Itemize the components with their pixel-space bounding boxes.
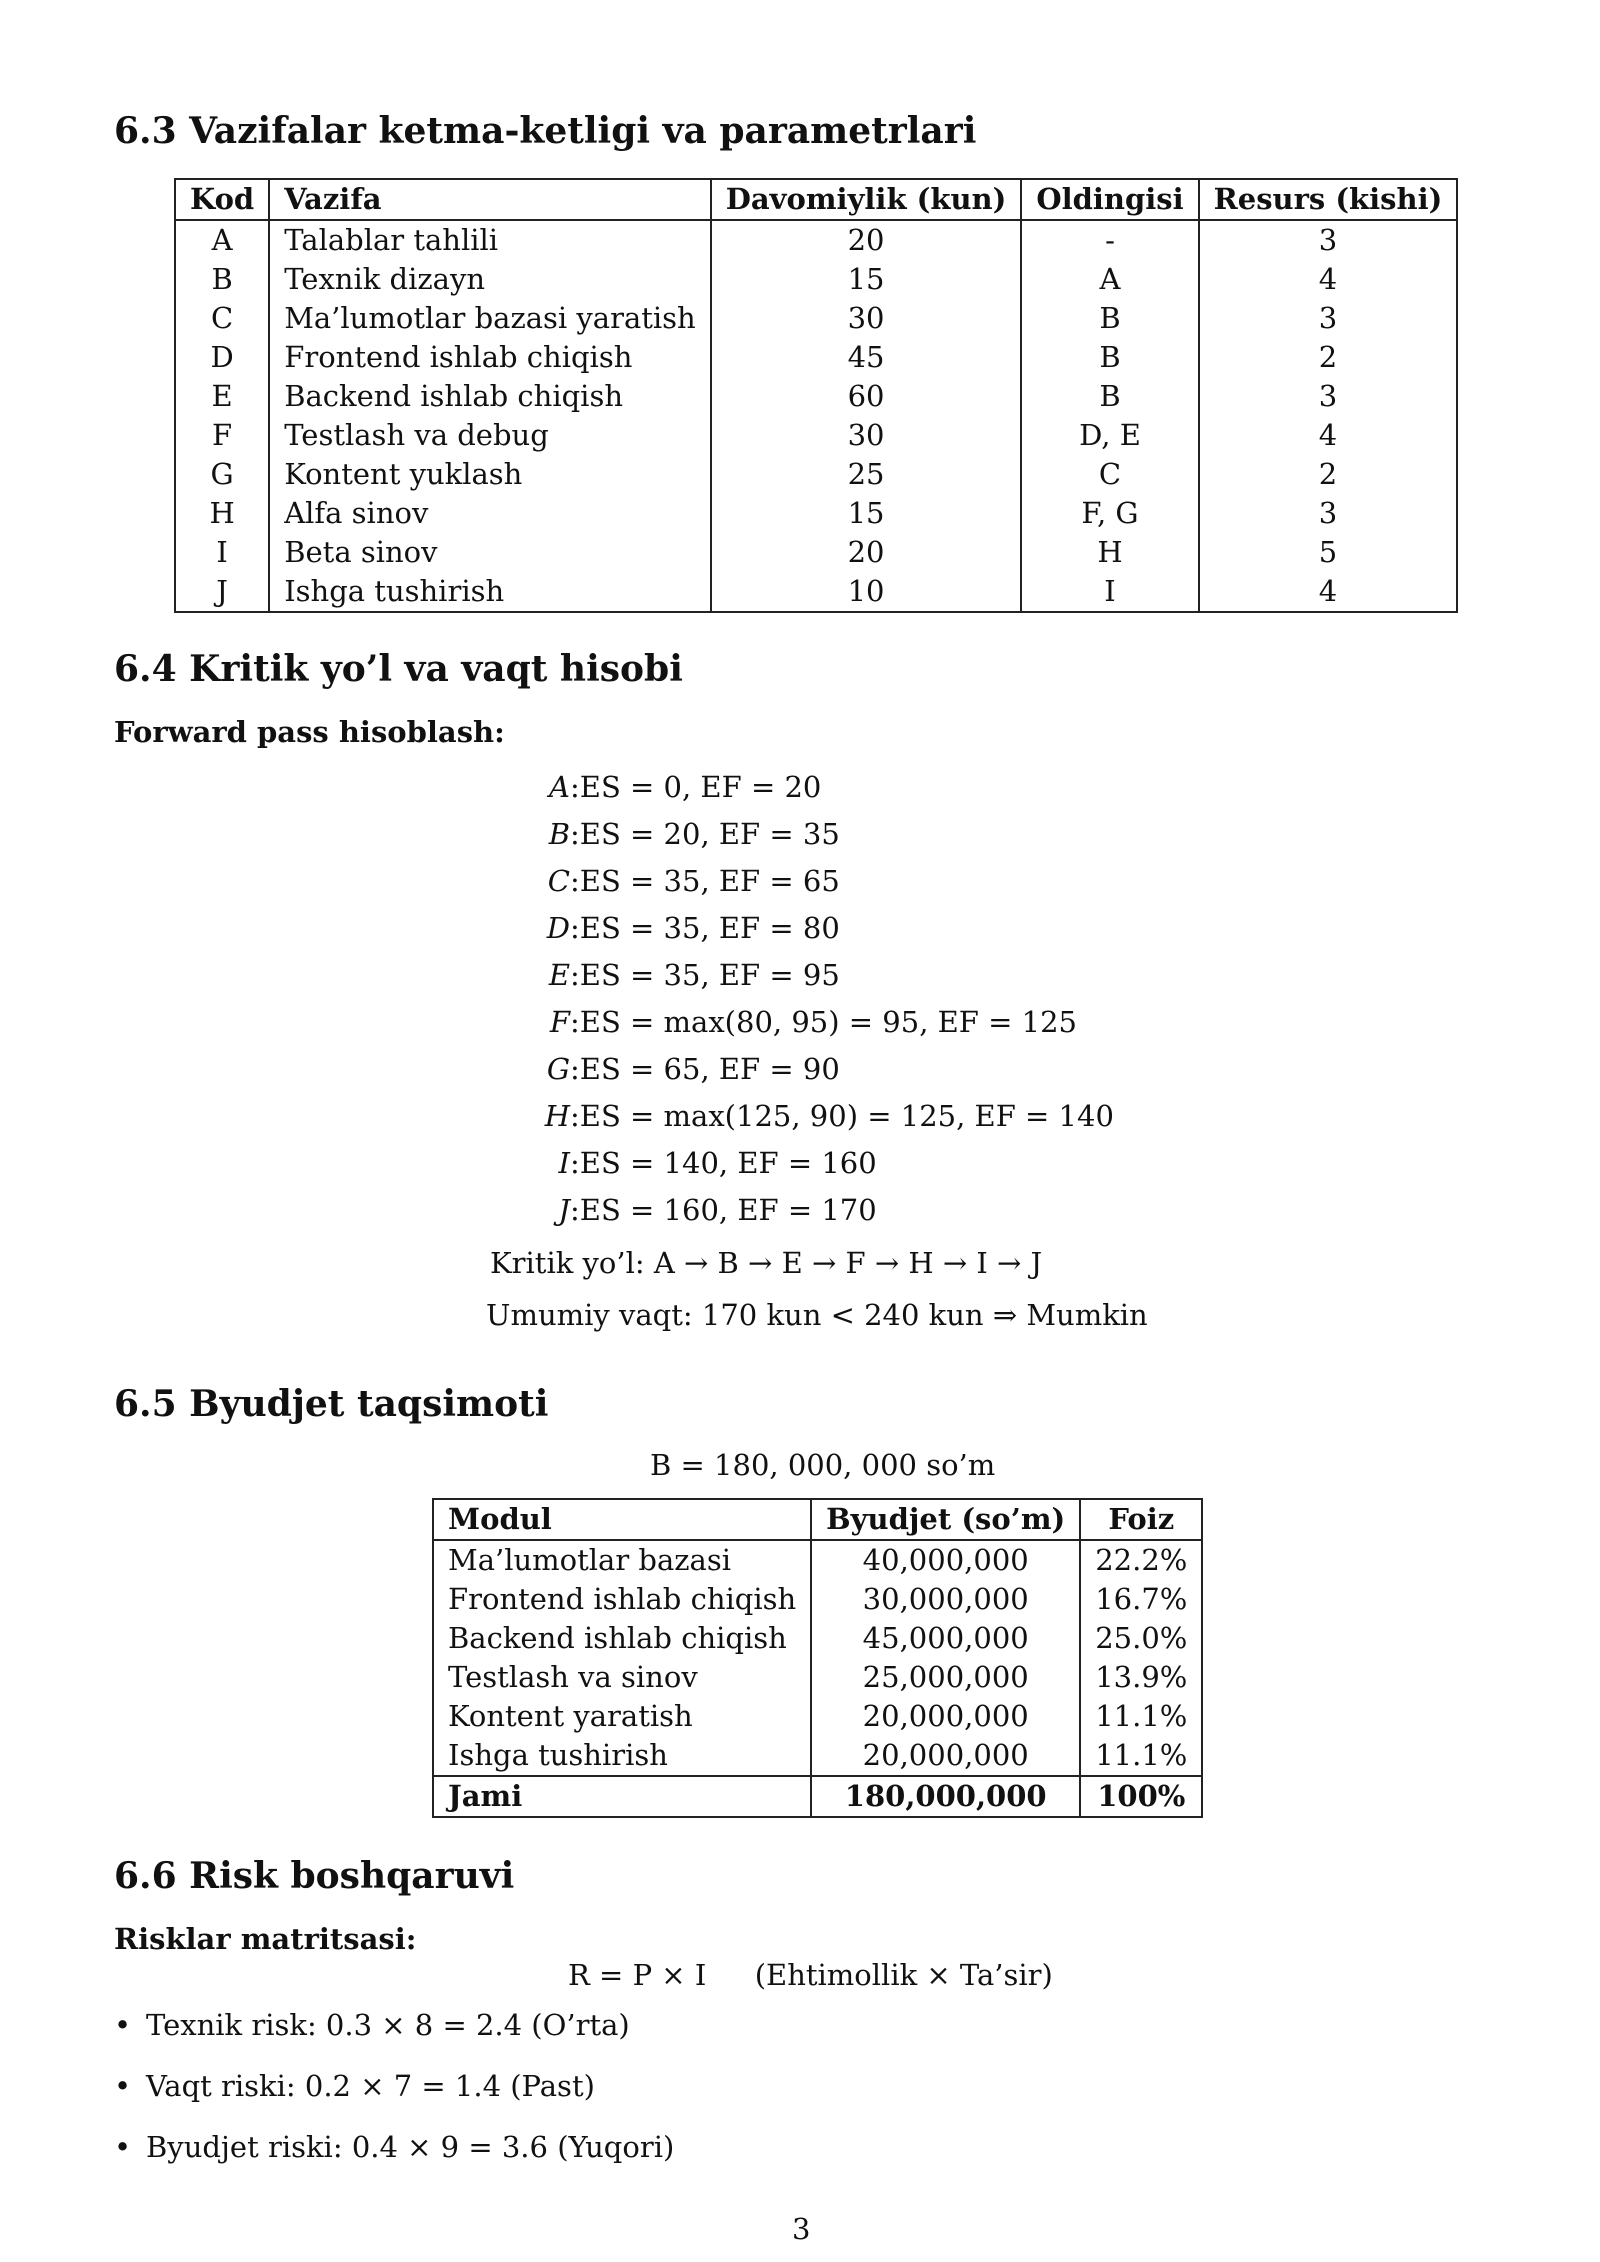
task-resource: 4 <box>1199 260 1458 299</box>
calculation-row <box>528 767 821 807</box>
task-name: Frontend ishlab chiqish <box>269 338 711 377</box>
calculation-expression: :ES = 35, EF = 80 <box>570 911 840 945</box>
task-code: I <box>175 533 269 572</box>
section-title-6-4: 6.4 Kritik yo’l va vaqt hisobi <box>114 648 683 690</box>
table-row <box>433 1736 1202 1776</box>
task-code: C <box>175 299 269 338</box>
total-budget: 180,000,000 <box>811 1776 1080 1817</box>
budget-amount: 20,000,000 <box>811 1736 1080 1776</box>
column-header-byudjet: Byudjet (so’m) <box>811 1499 1080 1540</box>
budget-module: Frontend ishlab chiqish <box>433 1580 811 1619</box>
task-name: Ishga tushirish <box>269 572 711 612</box>
column-header-foiz: Foiz <box>1080 1499 1202 1540</box>
task-name: Texnik dizayn <box>269 260 711 299</box>
task-duration: 30 <box>711 299 1022 338</box>
table-row <box>175 533 1457 572</box>
risk-matrix-subtitle: Risklar matritsasi: <box>114 1922 417 1956</box>
page-number: 3 <box>792 2212 811 2246</box>
risk-formula <box>568 1958 1053 1992</box>
budget-percent: 22.2% <box>1080 1540 1202 1580</box>
task-name: Backend ishlab chiqish <box>269 377 711 416</box>
task-code: A <box>175 220 269 260</box>
task-resource: 2 <box>1199 338 1458 377</box>
total-time: Umumiy vaqt: 170 kun < 240 kun ⇒ Mumkin <box>486 1298 1148 1332</box>
task-duration: 20 <box>711 533 1022 572</box>
budget-formula: B = 180, 000, 000 so’m <box>650 1448 996 1482</box>
section-title-6-6: 6.6 Risk boshqaruvi <box>114 1855 515 1897</box>
table-row <box>433 1540 1202 1580</box>
budget-percent: 11.1% <box>1080 1697 1202 1736</box>
task-predecessor: B <box>1021 377 1198 416</box>
calculation-task: E <box>548 958 570 992</box>
task-predecessor: A <box>1021 260 1198 299</box>
task-resource: 3 <box>1199 494 1458 533</box>
calculation-expression: :ES = 0, EF = 20 <box>570 770 822 804</box>
budget-module: Testlash va sinov <box>433 1658 811 1697</box>
task-duration: 15 <box>711 260 1022 299</box>
budget-percent: 16.7% <box>1080 1580 1202 1619</box>
calculation-task: F <box>549 1005 570 1039</box>
risk-text: Vaqt riski: 0.2 × 7 = 1.4 (Past) <box>146 2069 595 2103</box>
task-duration: 20 <box>711 220 1022 260</box>
budget-amount: 40,000,000 <box>811 1540 1080 1580</box>
table-row <box>175 416 1457 455</box>
budget-module: Ma’lumotlar bazasi <box>433 1540 811 1580</box>
task-resource: 3 <box>1199 299 1458 338</box>
task-predecessor: F, G <box>1021 494 1198 533</box>
calculation-task: G <box>546 1052 570 1086</box>
budget-amount: 45,000,000 <box>811 1619 1080 1658</box>
table-row <box>175 299 1457 338</box>
table-row <box>175 338 1457 377</box>
task-predecessor: H <box>1021 533 1198 572</box>
calculation-expression: :ES = 160, EF = 170 <box>570 1193 877 1227</box>
task-resource: 4 <box>1199 416 1458 455</box>
bullet-icon: • <box>114 2130 132 2164</box>
task-name: Testlash va debug <box>269 416 711 455</box>
budget-module: Ishga tushirish <box>433 1736 811 1776</box>
calculation-task: A <box>549 770 570 804</box>
calculation-row <box>528 1143 877 1183</box>
total-percent: 100% <box>1080 1776 1202 1817</box>
task-code: H <box>175 494 269 533</box>
task-duration: 25 <box>711 455 1022 494</box>
risk-formula-note: (Ehtimollik × Ta’sir) <box>754 1958 1053 1992</box>
task-predecessor: C <box>1021 455 1198 494</box>
table-row <box>175 260 1457 299</box>
task-predecessor: I <box>1021 572 1198 612</box>
calculation-task: H <box>544 1099 570 1133</box>
task-predecessor: D, E <box>1021 416 1198 455</box>
table-row <box>175 494 1457 533</box>
task-resource: 5 <box>1199 533 1458 572</box>
tasks-table-header <box>175 179 1457 220</box>
task-duration: 60 <box>711 377 1022 416</box>
budget-percent: 11.1% <box>1080 1736 1202 1776</box>
calculation-row <box>528 908 840 948</box>
task-name: Kontent yuklash <box>269 455 711 494</box>
section-title-6-5: 6.5 Byudjet taqsimoti <box>114 1383 549 1425</box>
bullet-icon: • <box>114 2069 132 2103</box>
task-code: B <box>175 260 269 299</box>
task-name: Alfa sinov <box>269 494 711 533</box>
budget-table <box>432 1498 1203 1818</box>
tasks-table <box>174 178 1458 613</box>
task-duration: 30 <box>711 416 1022 455</box>
calculation-task: J <box>558 1193 570 1227</box>
risk-text: Byudjet riski: 0.4 × 9 = 3.6 (Yuqori) <box>146 2130 675 2164</box>
column-header-davomiylik: Davomiylik (kun) <box>711 179 1022 220</box>
calculation-row <box>528 955 840 995</box>
task-code: F <box>175 416 269 455</box>
list-item <box>114 2069 595 2103</box>
calculation-row <box>528 861 840 901</box>
section-title-6-3: 6.3 Vazifalar ketma-ketligi va parametrlari <box>114 110 977 152</box>
task-code: G <box>175 455 269 494</box>
table-row <box>433 1658 1202 1697</box>
calculation-expression: :ES = 20, EF = 35 <box>570 817 840 851</box>
calculation-row <box>528 1096 1114 1136</box>
task-code: J <box>175 572 269 612</box>
forward-pass-subtitle: Forward pass hisoblash: <box>114 715 505 749</box>
critical-path: Kritik yo’l: A → B → E → F → H → I → J <box>490 1246 1043 1280</box>
budget-amount: 25,000,000 <box>811 1658 1080 1697</box>
task-resource: 3 <box>1199 220 1458 260</box>
calculation-task: I <box>558 1146 570 1180</box>
calculation-task: B <box>548 817 570 851</box>
budget-module: Backend ishlab chiqish <box>433 1619 811 1658</box>
table-row <box>175 220 1457 260</box>
calculation-row <box>528 1049 840 1089</box>
column-header-vazifa: Vazifa <box>269 179 711 220</box>
table-row <box>433 1619 1202 1658</box>
task-name: Beta sinov <box>269 533 711 572</box>
task-resource: 4 <box>1199 572 1458 612</box>
task-predecessor: - <box>1021 220 1198 260</box>
calculation-expression: :ES = max(125, 90) = 125, EF = 140 <box>570 1099 1114 1133</box>
table-row <box>433 1580 1202 1619</box>
calculation-task: D <box>546 911 570 945</box>
calculation-row <box>528 1190 877 1230</box>
risk-text: Texnik risk: 0.3 × 8 = 2.4 (O’rta) <box>146 2008 630 2042</box>
calculation-expression: :ES = 35, EF = 95 <box>570 958 840 992</box>
budget-module: Kontent yaratish <box>433 1697 811 1736</box>
table-row <box>175 377 1457 416</box>
risk-formula-expr: R = P × I <box>568 1958 707 1992</box>
column-header-kod: Kod <box>175 179 269 220</box>
list-item <box>114 2008 630 2042</box>
column-header-oldingisi: Oldingisi <box>1021 179 1198 220</box>
task-resource: 3 <box>1199 377 1458 416</box>
calculation-expression: :ES = 140, EF = 160 <box>570 1146 877 1180</box>
task-resource: 2 <box>1199 455 1458 494</box>
calculation-row <box>528 1002 1077 1042</box>
budget-percent: 25.0% <box>1080 1619 1202 1658</box>
budget-table-header <box>433 1499 1202 1540</box>
task-duration: 15 <box>711 494 1022 533</box>
task-code: E <box>175 377 269 416</box>
column-header-modul: Modul <box>433 1499 811 1540</box>
table-row <box>175 455 1457 494</box>
budget-amount: 30,000,000 <box>811 1580 1080 1619</box>
table-row <box>175 572 1457 612</box>
total-label: Jami <box>433 1776 811 1817</box>
list-item <box>114 2130 674 2164</box>
calculation-row <box>528 814 840 854</box>
task-predecessor: B <box>1021 299 1198 338</box>
column-header-resurs: Resurs (kishi) <box>1199 179 1458 220</box>
task-duration: 10 <box>711 572 1022 612</box>
calculation-expression: :ES = 65, EF = 90 <box>570 1052 840 1086</box>
budget-percent: 13.9% <box>1080 1658 1202 1697</box>
calculation-task: C <box>547 864 570 898</box>
table-row <box>433 1697 1202 1736</box>
calculation-expression: :ES = 35, EF = 65 <box>570 864 840 898</box>
budget-amount: 20,000,000 <box>811 1697 1080 1736</box>
budget-total-row <box>433 1776 1202 1817</box>
task-name: Ma’lumotlar bazasi yaratish <box>269 299 711 338</box>
task-predecessor: B <box>1021 338 1198 377</box>
bullet-icon: • <box>114 2008 132 2042</box>
calculation-expression: :ES = max(80, 95) = 95, EF = 125 <box>570 1005 1078 1039</box>
task-code: D <box>175 338 269 377</box>
task-duration: 45 <box>711 338 1022 377</box>
task-name: Talablar tahlili <box>269 220 711 260</box>
